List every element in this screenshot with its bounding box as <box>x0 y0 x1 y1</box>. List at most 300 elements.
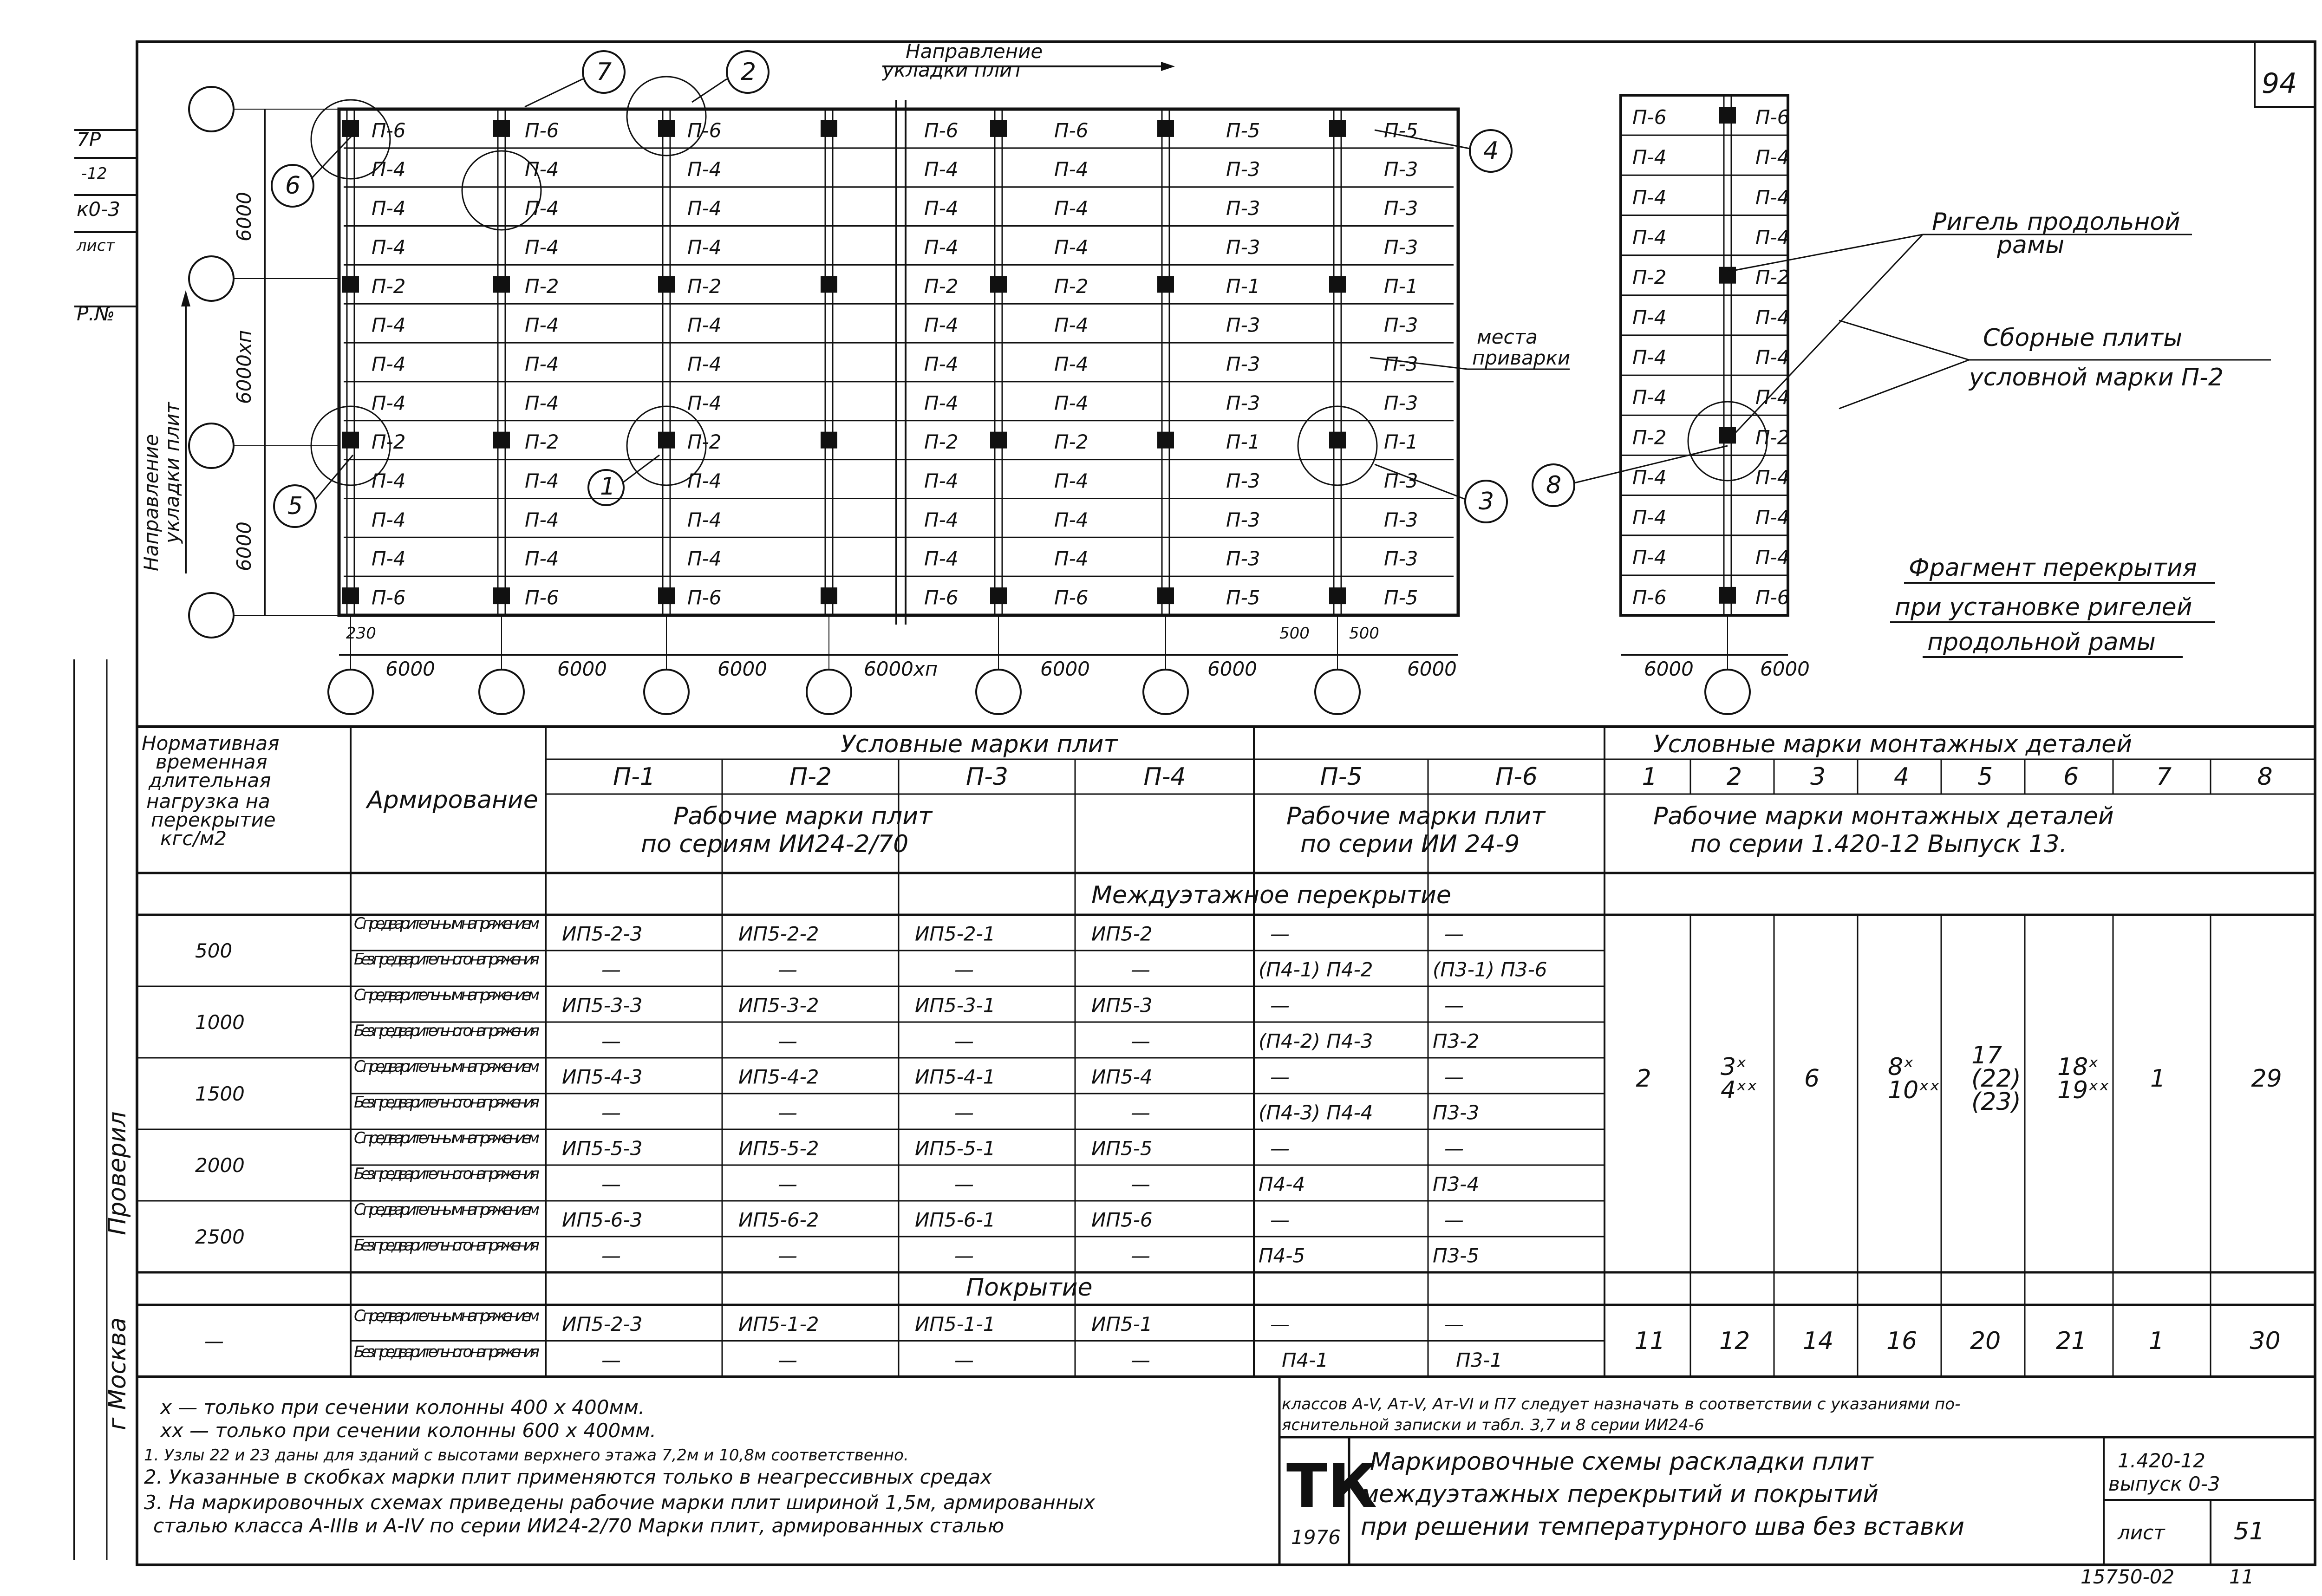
note-5: 3. На маркировочных схемах приведены рабочие марки плит шириной 1,5м, армированных <box>144 1491 1096 1514</box>
roof-nopre-3: — <box>1131 1348 1150 1372</box>
column-5-4 <box>1157 276 1174 293</box>
slab-label-left-10-1: П-4 <box>525 508 559 531</box>
note-3: 1. Узлы 22 и 23 даны для зданий с высотами верхнего этажа 7,2м и 10,8м соответственно. <box>144 1446 909 1465</box>
column-1-0 <box>493 120 510 137</box>
floor-pre-4-5: — <box>1444 1208 1464 1231</box>
stamp-letters: ТК <box>1286 1451 1377 1521</box>
fragment-axis-bubble <box>1705 670 1750 714</box>
direction-label-1: Направление <box>906 40 1043 63</box>
fragment-slab-label-2-0: П-4 <box>1632 186 1667 209</box>
slab-label-right-6-0: П-4 <box>924 352 959 376</box>
note-4: 2. Указанные в скобках марки плит применяются только в неагрессивных средах <box>144 1466 992 1488</box>
roof-pre-1: ИП5-1-2 <box>738 1312 819 1335</box>
slab-label-right-9-1: П-4 <box>1054 469 1089 492</box>
load-header-4: перекрытие <box>151 808 276 831</box>
floor-pre-3-1: ИП5-5-2 <box>738 1137 819 1160</box>
load-value-4: 2500 <box>195 1225 245 1248</box>
floor-nopre-3-1: — <box>778 1173 797 1196</box>
floor-nopre-3-2: — <box>954 1173 974 1196</box>
slab-label-right-12-1: П-6 <box>1054 586 1089 609</box>
column-4-8 <box>990 432 1007 449</box>
slab-label-right-7-0: П-4 <box>924 391 959 415</box>
slab-label-right-1-3: П-3 <box>1384 158 1418 181</box>
floor-detail-1-1: 4ˣˣ <box>1721 1076 1758 1104</box>
slab-label-left-10-2: П-4 <box>687 508 722 531</box>
floor-nopre-0-1: — <box>778 958 797 981</box>
floor-pre-0-4: — <box>1270 922 1290 945</box>
slab-label-right-12-2: П-5 <box>1226 586 1260 609</box>
floor-detail-4-1: (22) <box>1971 1065 2021 1093</box>
slab-label-right-6-2: П-3 <box>1226 352 1260 376</box>
slab-label-left-11-2: П-4 <box>687 547 722 570</box>
title-line-2: междуэтажных перекрытий и покрытий <box>1361 1480 1879 1508</box>
page-number: 94 <box>2262 67 2297 100</box>
floor-nopre-0-4: (П4-1) П4-2 <box>1259 958 1373 981</box>
axis-bubble-bottom-3 <box>807 670 851 714</box>
prestress-label-2: С предварительным напряжением <box>354 1057 540 1076</box>
roof-detail-1: 12 <box>1719 1327 1750 1355</box>
axis-bubble-bottom-0 <box>328 670 373 714</box>
column-1-12 <box>493 587 510 604</box>
margin-code-top: 7Р <box>77 128 101 151</box>
slab-label-left-4-2: П-2 <box>687 274 722 298</box>
floor-pre-0-1: ИП5-2-2 <box>738 922 819 945</box>
slab-label-right-5-1: П-4 <box>1054 313 1089 337</box>
slab-label-left-11-1: П-4 <box>525 547 559 570</box>
column-2-8 <box>658 432 675 449</box>
slab-label-left-2-0: П-4 <box>372 197 406 220</box>
column-4-4 <box>990 276 1007 293</box>
column-1-4 <box>493 276 510 293</box>
fragment-slab-label-12-1: П-6 <box>1755 586 1790 609</box>
floor-nopre-0-3: — <box>1131 958 1150 981</box>
floor-nopre-0-0: — <box>601 958 621 981</box>
side-direction-label-1: Направление <box>140 434 163 571</box>
detail-marks-header: Условные марки монтажных деталей <box>1653 730 2132 758</box>
work-marks-1b: по сериям ИИ24-2/70 <box>641 830 909 858</box>
sheet-number: 51 <box>2234 1518 2265 1545</box>
floor-pre-4-4: — <box>1270 1208 1290 1231</box>
note-slabs-1: Сборные плиты <box>1983 324 2183 352</box>
slab-label-left-8-0: П-2 <box>372 430 406 454</box>
slab-label-left-10-0: П-4 <box>372 508 406 531</box>
load-value-3: 2000 <box>195 1154 245 1177</box>
fragment-slab-label-3-1: П-4 <box>1755 226 1790 249</box>
floor-detail-4-2: (23) <box>1971 1088 2021 1116</box>
floor-nopre-4-3: — <box>1131 1244 1150 1267</box>
fragment-slab-label-3-0: П-4 <box>1632 226 1667 249</box>
no-prestress-label-3: Без предварительного напряжения <box>354 1165 540 1183</box>
work-marks-2a: Рабочие марки плит <box>1286 802 1546 830</box>
reinforcement-header: Армирование <box>367 786 538 814</box>
slab-mark-header-2: П-3 <box>966 763 1008 791</box>
slab-label-left-5-1: П-4 <box>525 313 559 337</box>
slab-label-right-4-1: П-2 <box>1054 274 1089 298</box>
slab-label-right-7-2: П-3 <box>1226 391 1260 415</box>
slab-label-right-4-0: П-2 <box>924 274 959 298</box>
column-5-0 <box>1157 120 1174 137</box>
slab-label-left-2-2: П-4 <box>687 197 722 220</box>
bay-dim-4: 6000 <box>1040 658 1090 680</box>
fragment-slab-label-0-0: П-6 <box>1632 106 1667 129</box>
title-line-1: Маркировочные схемы раскладки плит <box>1370 1448 1873 1476</box>
roof-nopre-0: — <box>601 1348 621 1372</box>
bottom-number-2: 11 <box>2229 1565 2254 1588</box>
detail-num-header-4: 5 <box>1977 763 1993 791</box>
slab-label-right-11-2: П-3 <box>1226 547 1260 570</box>
column-4-0 <box>990 120 1007 137</box>
floor-pre-3-0: ИП5-5-3 <box>562 1137 643 1160</box>
slab-label-right-3-0: П-4 <box>924 235 959 259</box>
floor-nopre-4-1: — <box>778 1244 797 1267</box>
column-2-4 <box>658 276 675 293</box>
floor-pre-3-2: ИП5-5-1 <box>915 1137 996 1160</box>
svg-text:7: 7 <box>596 58 612 86</box>
roof-detail-2: 14 <box>1803 1327 1834 1355</box>
slab-label-left-9-2: П-4 <box>687 469 722 492</box>
fragment-title-2: при установке ригелей <box>1895 593 2192 621</box>
slab-label-right-11-0: П-4 <box>924 547 959 570</box>
slab-label-right-10-3: П-3 <box>1384 508 1418 531</box>
fragment-slab-label-11-0: П-4 <box>1632 546 1667 569</box>
slab-label-right-3-1: П-4 <box>1054 235 1089 259</box>
slab-label-left-7-2: П-4 <box>687 391 722 415</box>
fragment-slab-label-6-0: П-4 <box>1632 345 1667 369</box>
slab-label-right-12-3: П-5 <box>1384 586 1418 609</box>
floor-pre-0-3: ИП5-2 <box>1091 922 1153 945</box>
floor-pre-2-1: ИП5-4-2 <box>738 1065 819 1088</box>
floor-pre-2-0: ИП5-4-3 <box>562 1065 643 1088</box>
floor-plan-fragment <box>1621 95 2271 714</box>
note-slabs-2: условной марки П-2 <box>1969 364 2224 391</box>
dim-500a: 500 <box>1279 624 1310 643</box>
roof-detail-6: 1 <box>2149 1327 2165 1355</box>
floor-pre-1-4: — <box>1270 994 1290 1017</box>
floor-nopre-3-5: П3-4 <box>1433 1173 1480 1196</box>
floor-nopre-4-4: П4-5 <box>1259 1244 1305 1267</box>
slab-label-left-9-1: П-4 <box>525 469 559 492</box>
floor-nopre-0-2: — <box>954 958 974 981</box>
callout-2 <box>727 51 769 93</box>
axis-bubble-left-2 <box>189 423 234 468</box>
floor-pre-2-5: — <box>1444 1065 1464 1088</box>
slab-label-left-3-1: П-4 <box>525 235 559 259</box>
floor-nopre-2-0: — <box>601 1101 621 1124</box>
detail-circle-1 <box>627 77 706 156</box>
slab-label-right-1-1: П-4 <box>1054 158 1089 181</box>
svg-text:1: 1 <box>600 473 616 501</box>
callout-1 <box>588 470 624 505</box>
fragment-slab-label-10-0: П-4 <box>1632 506 1667 529</box>
dim-500b: 500 <box>1349 624 1379 643</box>
floor-nopre-2-2: — <box>954 1101 974 1124</box>
slab-mark-header-0: П-1 <box>613 763 655 791</box>
axis-bubble-left-1 <box>189 256 234 301</box>
floor-pre-3-3: ИП5-5 <box>1091 1137 1153 1160</box>
slab-label-right-0-0: П-6 <box>924 119 959 142</box>
slab-label-left-1-0: П-4 <box>372 158 406 181</box>
column-3-0 <box>821 120 837 137</box>
margin-code-list: лист <box>77 236 115 255</box>
slab-label-right-7-3: П-3 <box>1384 391 1418 415</box>
roof-nopre-2: — <box>954 1348 974 1372</box>
no-prestress-label-2: Без предварительного напряжения <box>354 1093 540 1112</box>
slab-label-right-2-0: П-4 <box>924 197 959 220</box>
fragment-slab-label-1-1: П-4 <box>1755 146 1790 169</box>
roof-pre-2: ИП5-1-1 <box>915 1312 996 1335</box>
slab-label-right-10-2: П-3 <box>1226 508 1260 531</box>
slab-schedule-table <box>137 727 2315 1377</box>
axis-bubble-left-3 <box>189 593 234 638</box>
detail-num-header-0: 1 <box>1642 763 1657 791</box>
margin-city: г Москва <box>104 1317 131 1430</box>
roof-detail-0: 11 <box>1634 1327 1665 1355</box>
work-marks-2b: по серии ИИ 24-9 <box>1300 830 1520 858</box>
floor-nopre-2-3: — <box>1131 1101 1150 1124</box>
detail-num-header-3: 4 <box>1894 763 1910 791</box>
load-header-5: кгс/м2 <box>160 827 227 850</box>
svg-text:4: 4 <box>1483 137 1499 165</box>
floor-pre-4-1: ИП5-6-2 <box>738 1208 819 1231</box>
column-6-4 <box>1329 276 1346 293</box>
dim-230: 230 <box>346 624 376 643</box>
slab-label-right-10-1: П-4 <box>1054 508 1089 531</box>
axis-bubble-bottom-5 <box>1143 670 1188 714</box>
slab-label-right-6-3: П-3 <box>1384 352 1418 376</box>
floor-detail-2-0: 6 <box>1804 1065 1820 1093</box>
slab-label-left-3-0: П-4 <box>372 235 406 259</box>
note-girder-2: рамы <box>1997 231 2065 259</box>
slab-label-left-7-1: П-4 <box>525 391 559 415</box>
floor-pre-2-3: ИП5-4 <box>1091 1065 1153 1088</box>
fragment-slab-label-4-0: П-2 <box>1632 266 1667 289</box>
slab-label-left-11-0: П-4 <box>372 547 406 570</box>
slab-label-right-8-1: П-2 <box>1054 430 1089 454</box>
svg-text:8: 8 <box>1546 471 1562 499</box>
margin-code-03: к0-3 <box>77 198 120 221</box>
dim-6000xn: 6000хп <box>233 330 255 404</box>
column-6-12 <box>1329 587 1346 604</box>
slab-label-left-9-0: П-4 <box>372 469 406 492</box>
floor-nopre-0-5: (П3-1) П3-6 <box>1433 958 1547 981</box>
load-header-1: временная <box>156 750 267 773</box>
slab-label-right-10-0: П-4 <box>924 508 959 531</box>
series-code: 1.420-12 <box>2118 1449 2205 1472</box>
weld-label-1: места <box>1477 326 1538 348</box>
roof-pre-4: — <box>1270 1312 1290 1335</box>
column-6-8 <box>1329 432 1346 449</box>
callout-5 <box>274 485 316 527</box>
slab-label-right-8-2: П-1 <box>1226 430 1260 454</box>
axis-bubble-left-0 <box>189 87 234 131</box>
roof-nopre-1: — <box>778 1348 797 1372</box>
floor-detail-4-0: 17 <box>1971 1042 2002 1069</box>
no-prestress-label-1: Без предварительного напряжения <box>354 1022 540 1040</box>
slab-label-left-0-0: П-6 <box>372 119 406 142</box>
floor-nopre-1-0: — <box>601 1029 621 1053</box>
section-roof: Покрытие <box>966 1274 1093 1302</box>
floor-detail-5-1: 19ˣˣ <box>2057 1076 2110 1104</box>
slab-label-right-8-3: П-1 <box>1384 430 1418 454</box>
floor-detail-3-1: 10ˣˣ <box>1888 1076 1940 1104</box>
roof-detail-4: 20 <box>1970 1327 2001 1355</box>
fragment-title-1: Фрагмент перекрытия <box>1909 554 2197 582</box>
floor-pre-0-0: ИП5-2-3 <box>562 922 643 945</box>
slab-mark-header-3: П-4 <box>1143 763 1186 791</box>
axis-bubble-bottom-4 <box>976 670 1021 714</box>
fragment-title-3: продольной рамы <box>1927 628 2156 656</box>
detail-num-header-7: 8 <box>2257 763 2273 791</box>
note-girder-1: Ригель продольной <box>1932 208 2180 236</box>
fragment-slab-label-10-1: П-4 <box>1755 506 1790 529</box>
slab-label-right-2-3: П-3 <box>1384 197 1418 220</box>
floor-pre-4-0: ИП5-6-3 <box>562 1208 643 1231</box>
floor-pre-0-2: ИП5-2-1 <box>915 922 996 945</box>
bay-dim-3: 6000хп <box>864 658 938 680</box>
roof-pre-3: ИП5-1 <box>1091 1312 1153 1335</box>
note-1: х — только при сечении колонны 400 х 400мм. <box>160 1396 645 1419</box>
floor-nopre-2-5: П3-3 <box>1433 1101 1480 1124</box>
floor-plan-main <box>140 40 1728 714</box>
column-2-0 <box>658 120 675 137</box>
slab-label-left-5-0: П-4 <box>372 313 406 337</box>
bay-dim-2: 6000 <box>717 658 767 680</box>
slab-label-left-5-2: П-4 <box>687 313 722 337</box>
left-margin <box>74 128 137 1560</box>
weld-label-2: приварки <box>1472 346 1571 369</box>
floor-nopre-1-5: П3-2 <box>1433 1029 1480 1053</box>
slab-label-right-0-2: П-5 <box>1226 119 1260 142</box>
slab-label-right-1-2: П-3 <box>1226 158 1260 181</box>
fragment-slab-label-4-1: П-2 <box>1755 266 1790 289</box>
roof-prestress-label: С предварительным напряжением <box>354 1307 540 1325</box>
slab-label-right-4-2: П-1 <box>1226 274 1260 298</box>
slab-label-left-1-2: П-4 <box>687 158 722 181</box>
bay-dim-1: 6000 <box>557 658 607 680</box>
detail-num-header-5: 6 <box>2063 763 2079 791</box>
detail-work-b: по серии 1.420-12 Выпуск 13. <box>1690 830 2068 858</box>
floor-detail-5-0: 18ˣ <box>2057 1053 2099 1081</box>
detail-num-header-2: 3 <box>1810 763 1826 791</box>
svg-text:6: 6 <box>285 172 301 200</box>
column-6-0 <box>1329 120 1346 137</box>
bay-dim-0: 6000 <box>385 658 435 680</box>
slab-label-left-12-2: П-6 <box>687 586 722 609</box>
slab-label-right-4-3: П-1 <box>1384 274 1418 298</box>
plan1-outline <box>339 109 1458 615</box>
floor-nopre-1-1: — <box>778 1029 797 1053</box>
callout-3 <box>1465 481 1507 522</box>
dim-6000-bottom: 6000 <box>233 521 255 571</box>
roof-detail-3: 16 <box>1886 1327 1918 1355</box>
slab-label-left-1-1: П-4 <box>525 158 559 181</box>
column-0-8 <box>342 432 359 449</box>
load-header-0: Нормативная <box>142 732 280 755</box>
floor-pre-3-5: — <box>1444 1137 1464 1160</box>
floor-pre-1-3: ИП5-3 <box>1091 994 1153 1017</box>
floor-nopre-2-4: (П4-3) П4-4 <box>1259 1101 1373 1124</box>
floor-detail-3-0: 8ˣ <box>1888 1053 1914 1081</box>
fragment-slab-label-5-1: П-4 <box>1755 306 1790 329</box>
floor-nopre-2-1: — <box>778 1101 797 1124</box>
issue: выпуск 0-3 <box>2108 1472 2220 1495</box>
roof-nopre-5: П3-1 <box>1456 1348 1503 1372</box>
floor-nopre-1-4: (П4-2) П4-3 <box>1259 1029 1373 1053</box>
slab-label-right-2-1: П-4 <box>1054 197 1089 220</box>
fragment-slab-label-9-0: П-4 <box>1632 466 1667 489</box>
load-header-3: нагрузка на <box>146 790 270 813</box>
side-direction-label-2: укладки плит <box>161 402 183 543</box>
margin-checked: Проверил <box>104 1111 131 1235</box>
floor-detail-7-0: 29 <box>2251 1065 2282 1093</box>
floor-detail-0-0: 2 <box>1636 1065 1651 1093</box>
stamp-year: 1976 <box>1291 1526 1341 1549</box>
fragment-slab-label-11-1: П-4 <box>1755 546 1790 569</box>
fragment-slab-label-8-0: П-2 <box>1632 426 1667 449</box>
title-line-3: при решении температурного шва без вставки <box>1361 1513 1965 1541</box>
note-6: сталью класса А-IIIв и А-IV по серии ИИ24-2/70 Марки плит, армированных сталью <box>153 1514 1004 1537</box>
column-1-8 <box>493 432 510 449</box>
roof-pre-0: ИП5-2-3 <box>562 1312 643 1335</box>
column-0-12 <box>342 587 359 604</box>
svg-text:2: 2 <box>741 58 757 86</box>
slab-label-left-6-2: П-4 <box>687 352 722 376</box>
floor-pre-1-1: ИП5-3-2 <box>738 994 819 1017</box>
floor-nopre-4-5: П3-5 <box>1433 1244 1480 1267</box>
callout-8 <box>1533 464 1574 506</box>
floor-pre-1-2: ИП5-3-1 <box>915 994 996 1017</box>
floor-detail-1-0: 3ˣ <box>1721 1053 1747 1081</box>
fragment-slab-label-12-0: П-6 <box>1632 586 1667 609</box>
slab-label-right-9-2: П-3 <box>1226 469 1260 492</box>
slab-label-right-11-1: П-4 <box>1054 547 1089 570</box>
column-0-0 <box>342 120 359 137</box>
note-8: яснительной записки и табл. 3,7 и 8 серии ИИ24-6 <box>1282 1416 1704 1434</box>
bay-dim-6: 6000 <box>1407 658 1457 680</box>
roof-pre-5: — <box>1444 1312 1464 1335</box>
slab-label-left-7-0: П-4 <box>372 391 406 415</box>
floor-pre-3-4: — <box>1270 1137 1290 1160</box>
floor-pre-4-3: ИП5-6 <box>1091 1208 1153 1231</box>
floor-pre-4-2: ИП5-6-1 <box>915 1208 996 1231</box>
roof-nopre-4: П4-1 <box>1282 1348 1329 1372</box>
slab-mark-header-4: П-5 <box>1320 763 1363 791</box>
bay-dim-5: 6000 <box>1207 658 1257 680</box>
column-2-12 <box>658 587 675 604</box>
floor-pre-2-2: ИП5-4-1 <box>915 1065 996 1088</box>
prestress-label-3: С предварительным напряжением <box>354 1129 540 1147</box>
slab-label-right-6-1: П-4 <box>1054 352 1089 376</box>
callout-4 <box>1470 130 1512 172</box>
floor-nopre-3-4: П4-4 <box>1259 1173 1305 1196</box>
floor-nopre-1-3: — <box>1131 1029 1150 1053</box>
margin-code-12: -12 <box>81 164 107 183</box>
floor-pre-1-5: — <box>1444 994 1464 1017</box>
work-marks-1a: Рабочие марки плит <box>673 802 933 830</box>
column-4-12 <box>990 587 1007 604</box>
slab-label-left-12-0: П-6 <box>372 586 406 609</box>
floor-detail-6-0: 1 <box>2150 1065 2166 1093</box>
svg-text:3: 3 <box>1479 488 1494 515</box>
slab-label-left-8-1: П-2 <box>525 430 559 454</box>
load-value-0: 500 <box>195 939 233 962</box>
column-0-4 <box>342 276 359 293</box>
slab-label-left-2-1: П-4 <box>525 197 559 220</box>
column-5-8 <box>1157 432 1174 449</box>
slab-label-right-12-0: П-6 <box>924 586 959 609</box>
fragment-slab-label-6-1: П-4 <box>1755 345 1790 369</box>
fragment-slab-label-7-0: П-4 <box>1632 386 1667 409</box>
